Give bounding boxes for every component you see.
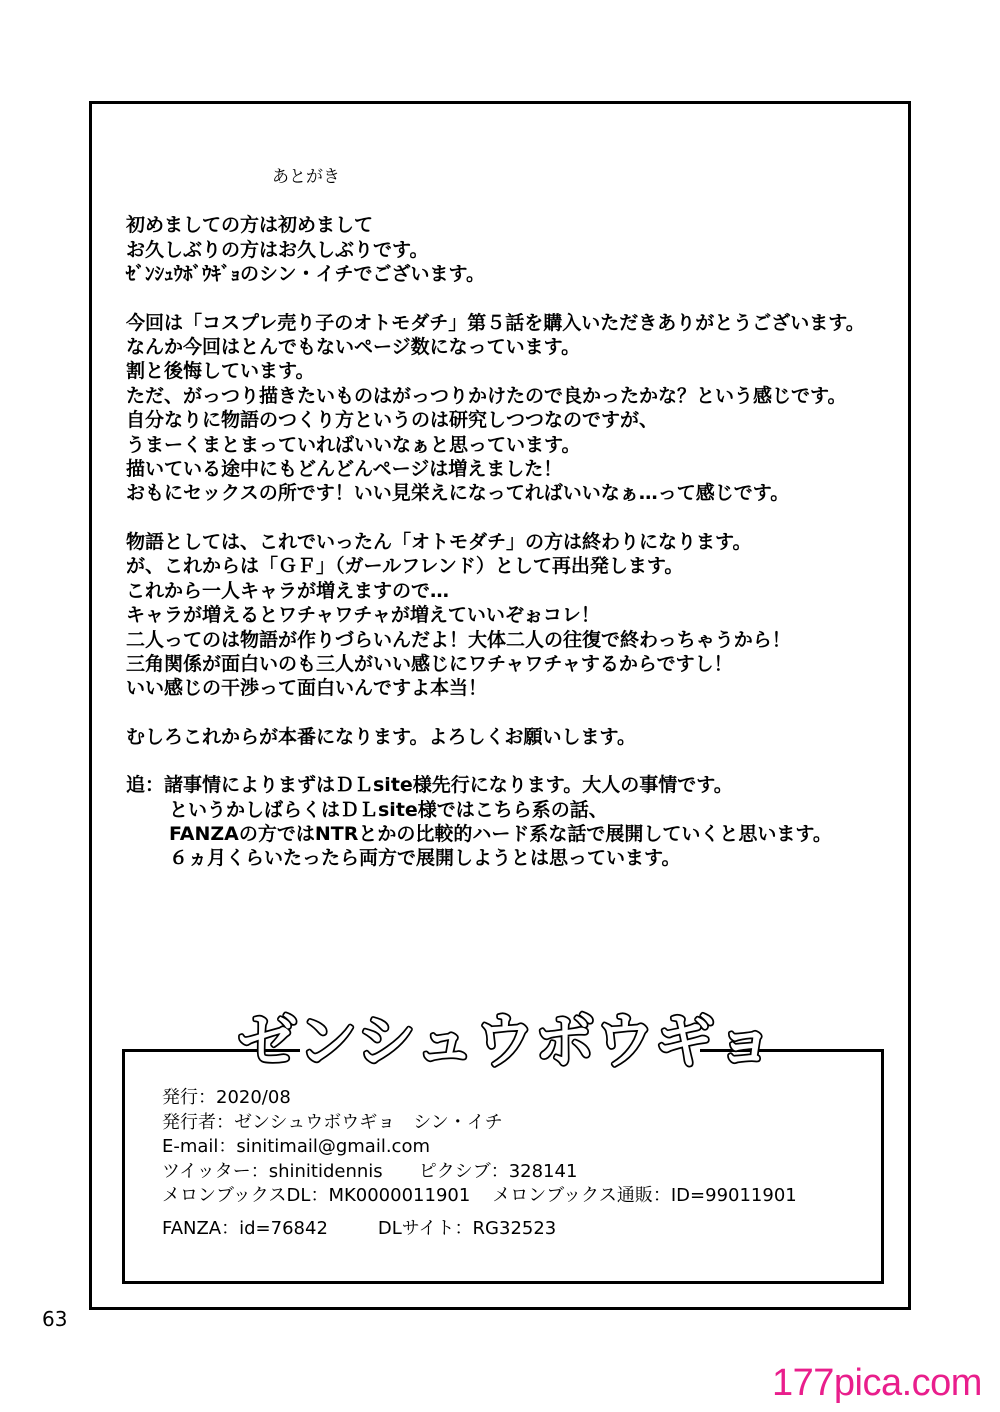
text-line: 三角関係が面白いのも三人がいい感じにワチャワチャするからですし！ bbox=[126, 652, 733, 675]
page-number: 63 bbox=[42, 1307, 68, 1331]
twitter-handle: ツイッター：shinitidennis bbox=[162, 1160, 383, 1182]
shop-row bbox=[162, 1184, 862, 1209]
afterword-heading: あとがき bbox=[272, 167, 340, 187]
text-line: いい感じの干渉って面白いんですよ本当！ bbox=[126, 677, 488, 700]
text-line: FANZAの方ではNTRとかの比較的ハード系な話で展開していくと思います。 bbox=[169, 822, 832, 845]
email: E-mail：sinitimail@gmail.com bbox=[162, 1136, 431, 1157]
melon-mail-id: メロンブックス通販：ID=99011901 bbox=[492, 1185, 797, 1206]
text-line: というかしばらくはＤＬsite様ではこちら系の話、 bbox=[169, 798, 608, 821]
text-line: ただ、がっつり描きたいものはがっつりかけたので良かったかな？という感じです。 bbox=[126, 384, 847, 407]
afterword-paragraph-4 bbox=[126, 725, 896, 749]
logo-text: ゼンシュウボウギョ bbox=[237, 1007, 775, 1077]
publisher: 発行者：ゼンシュウボウギョ シン・イチ bbox=[162, 1111, 503, 1133]
afterword-paragraph-2 bbox=[126, 311, 896, 506]
text-line: ６ヵ月くらいたったら両方で展開しようとは思っています。 bbox=[169, 847, 681, 870]
melon-dl-id: メロンブックスDL：MK0000011901 bbox=[162, 1185, 471, 1206]
colophon bbox=[162, 1086, 862, 1241]
text-line: ｾﾞﾝｼｭｳﾎﾞｳｷﾞｮのシン・イチでございます。 bbox=[126, 263, 486, 286]
text-line: これから一人キャラが増えますので… bbox=[126, 579, 450, 602]
text-line: うまーくまとまっていればいいなぁと思っています。 bbox=[126, 433, 581, 456]
text-line: 初めましての方は初めまして bbox=[126, 214, 374, 237]
text-line: おもにセックスの所です！いい見栄えになってればいいなぁ…って感じです。 bbox=[126, 482, 790, 505]
text-line: キャラが増えるとワチャワチャが増えていいぞぉコレ！ bbox=[126, 604, 600, 627]
store-row bbox=[162, 1217, 862, 1242]
text-line: お久しぶりの方はお久しぶりです。 bbox=[126, 238, 429, 261]
dlsite-id: DLサイト：RG32523 bbox=[377, 1217, 557, 1239]
postscript-note bbox=[126, 773, 896, 871]
circle-logo bbox=[237, 1000, 775, 1080]
text-line: 今回は「コスプレ売り子のオトモダチ」第５話を購入いただきありがとうございます。 bbox=[126, 311, 865, 334]
social-row bbox=[162, 1160, 862, 1185]
text-line: 描いている途中にもどんどんページは増えました！ bbox=[126, 458, 563, 481]
afterword bbox=[126, 165, 896, 871]
text-line: 物語としては、これでいったん「オトモダチ」の方は終わりになります。 bbox=[126, 530, 752, 553]
text-line: なんか今回はとんでもないページ数になっています。 bbox=[126, 336, 581, 359]
text-line: 自分なりに物語のつくり方というのは研究しつつなのですが、 bbox=[126, 409, 659, 432]
watermark: 177pica.com bbox=[772, 1362, 982, 1404]
afterword-paragraph-3 bbox=[126, 530, 896, 701]
publish-date: 発行：2020/08 bbox=[162, 1087, 291, 1108]
text-line: 追：諸事情によりまずはＤＬsite様先行になります。大人の事情です。 bbox=[126, 774, 733, 797]
text-line: 二人ってのは物語が作りづらいんだよ！大体二人の往復で終わっちゃうから！ bbox=[126, 628, 791, 651]
text-line: 割と後悔しています。 bbox=[126, 360, 315, 383]
pixiv-id: ピクシブ：328141 bbox=[418, 1160, 578, 1182]
text-line: が、これからは「ＧＦ」（ガールフレンド）として再出発します。 bbox=[126, 555, 684, 578]
fanza-id: FANZA：id=76842 bbox=[162, 1217, 328, 1239]
text-line: むしろこれからが本番になります。よろしくお願いします。 bbox=[126, 725, 636, 748]
afterword-paragraph-1 bbox=[126, 213, 896, 286]
